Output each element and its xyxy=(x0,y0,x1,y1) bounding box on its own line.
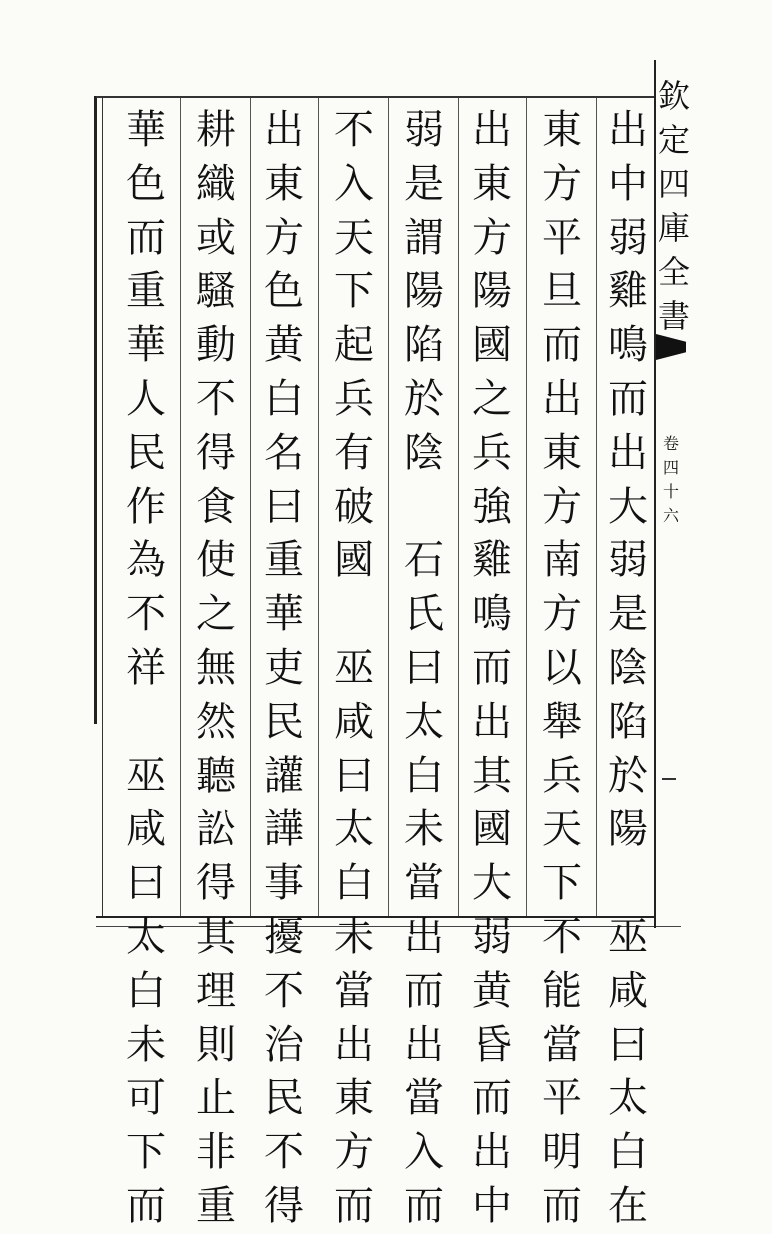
frame-inner-border xyxy=(102,98,103,918)
text-column: 東 方 平 旦 而 出 東 方 南 方 以 舉 兵 天 下 不 能 當 平 明 而 xyxy=(542,107,582,1229)
frame-left-border xyxy=(94,96,97,724)
column-divider xyxy=(596,98,597,916)
text-column: 弱 是 謂 陽 陷 於 陰 石 氏 曰 太 白 未 當 出 而 出 當 入 而 xyxy=(404,107,444,1229)
text-column: 耕 織 或 騷 動 不 得 食 使 之 無 然 聽 訟 得 其 理 則 止 非 重 xyxy=(196,107,236,1229)
text-column: 華 色 而 重 華 人 民 作 為 不 祥 巫 咸 曰 太 白 未 可 下 而 xyxy=(126,107,166,1229)
text-column: 不 入 天 下 起 兵 有 破 國 巫 咸 曰 太 白 未 當 出 東 方 而 xyxy=(334,107,374,1229)
text-column: 出 東 方 色 黄 白 名 曰 重 華 吏 民 讙 譁 事 擾 不 治 民 不 得 xyxy=(264,107,304,1229)
column-divider xyxy=(180,98,181,916)
column-divider xyxy=(388,98,389,916)
folio-mark xyxy=(662,778,676,780)
column-divider xyxy=(458,98,459,916)
column-divider xyxy=(526,98,527,916)
column-divider xyxy=(250,98,251,916)
text-column: 出 東 方 陽 國 之 兵 強 雞 鳴 而 出 其 國 大 弱 黄 昏 而 出 中 xyxy=(472,107,512,1229)
column-divider xyxy=(318,98,319,916)
text-column: 出 中 弱 雞 鳴 而 出 大 弱 是 陰 陷 於 陽 巫 咸 曰 太 白 在 xyxy=(608,107,648,1229)
bottom-rule-outer xyxy=(96,926,681,927)
volume-label: 卷 四 十 六 xyxy=(662,434,679,525)
book-title: 欽 定 四 庫 全 書 xyxy=(657,77,690,335)
